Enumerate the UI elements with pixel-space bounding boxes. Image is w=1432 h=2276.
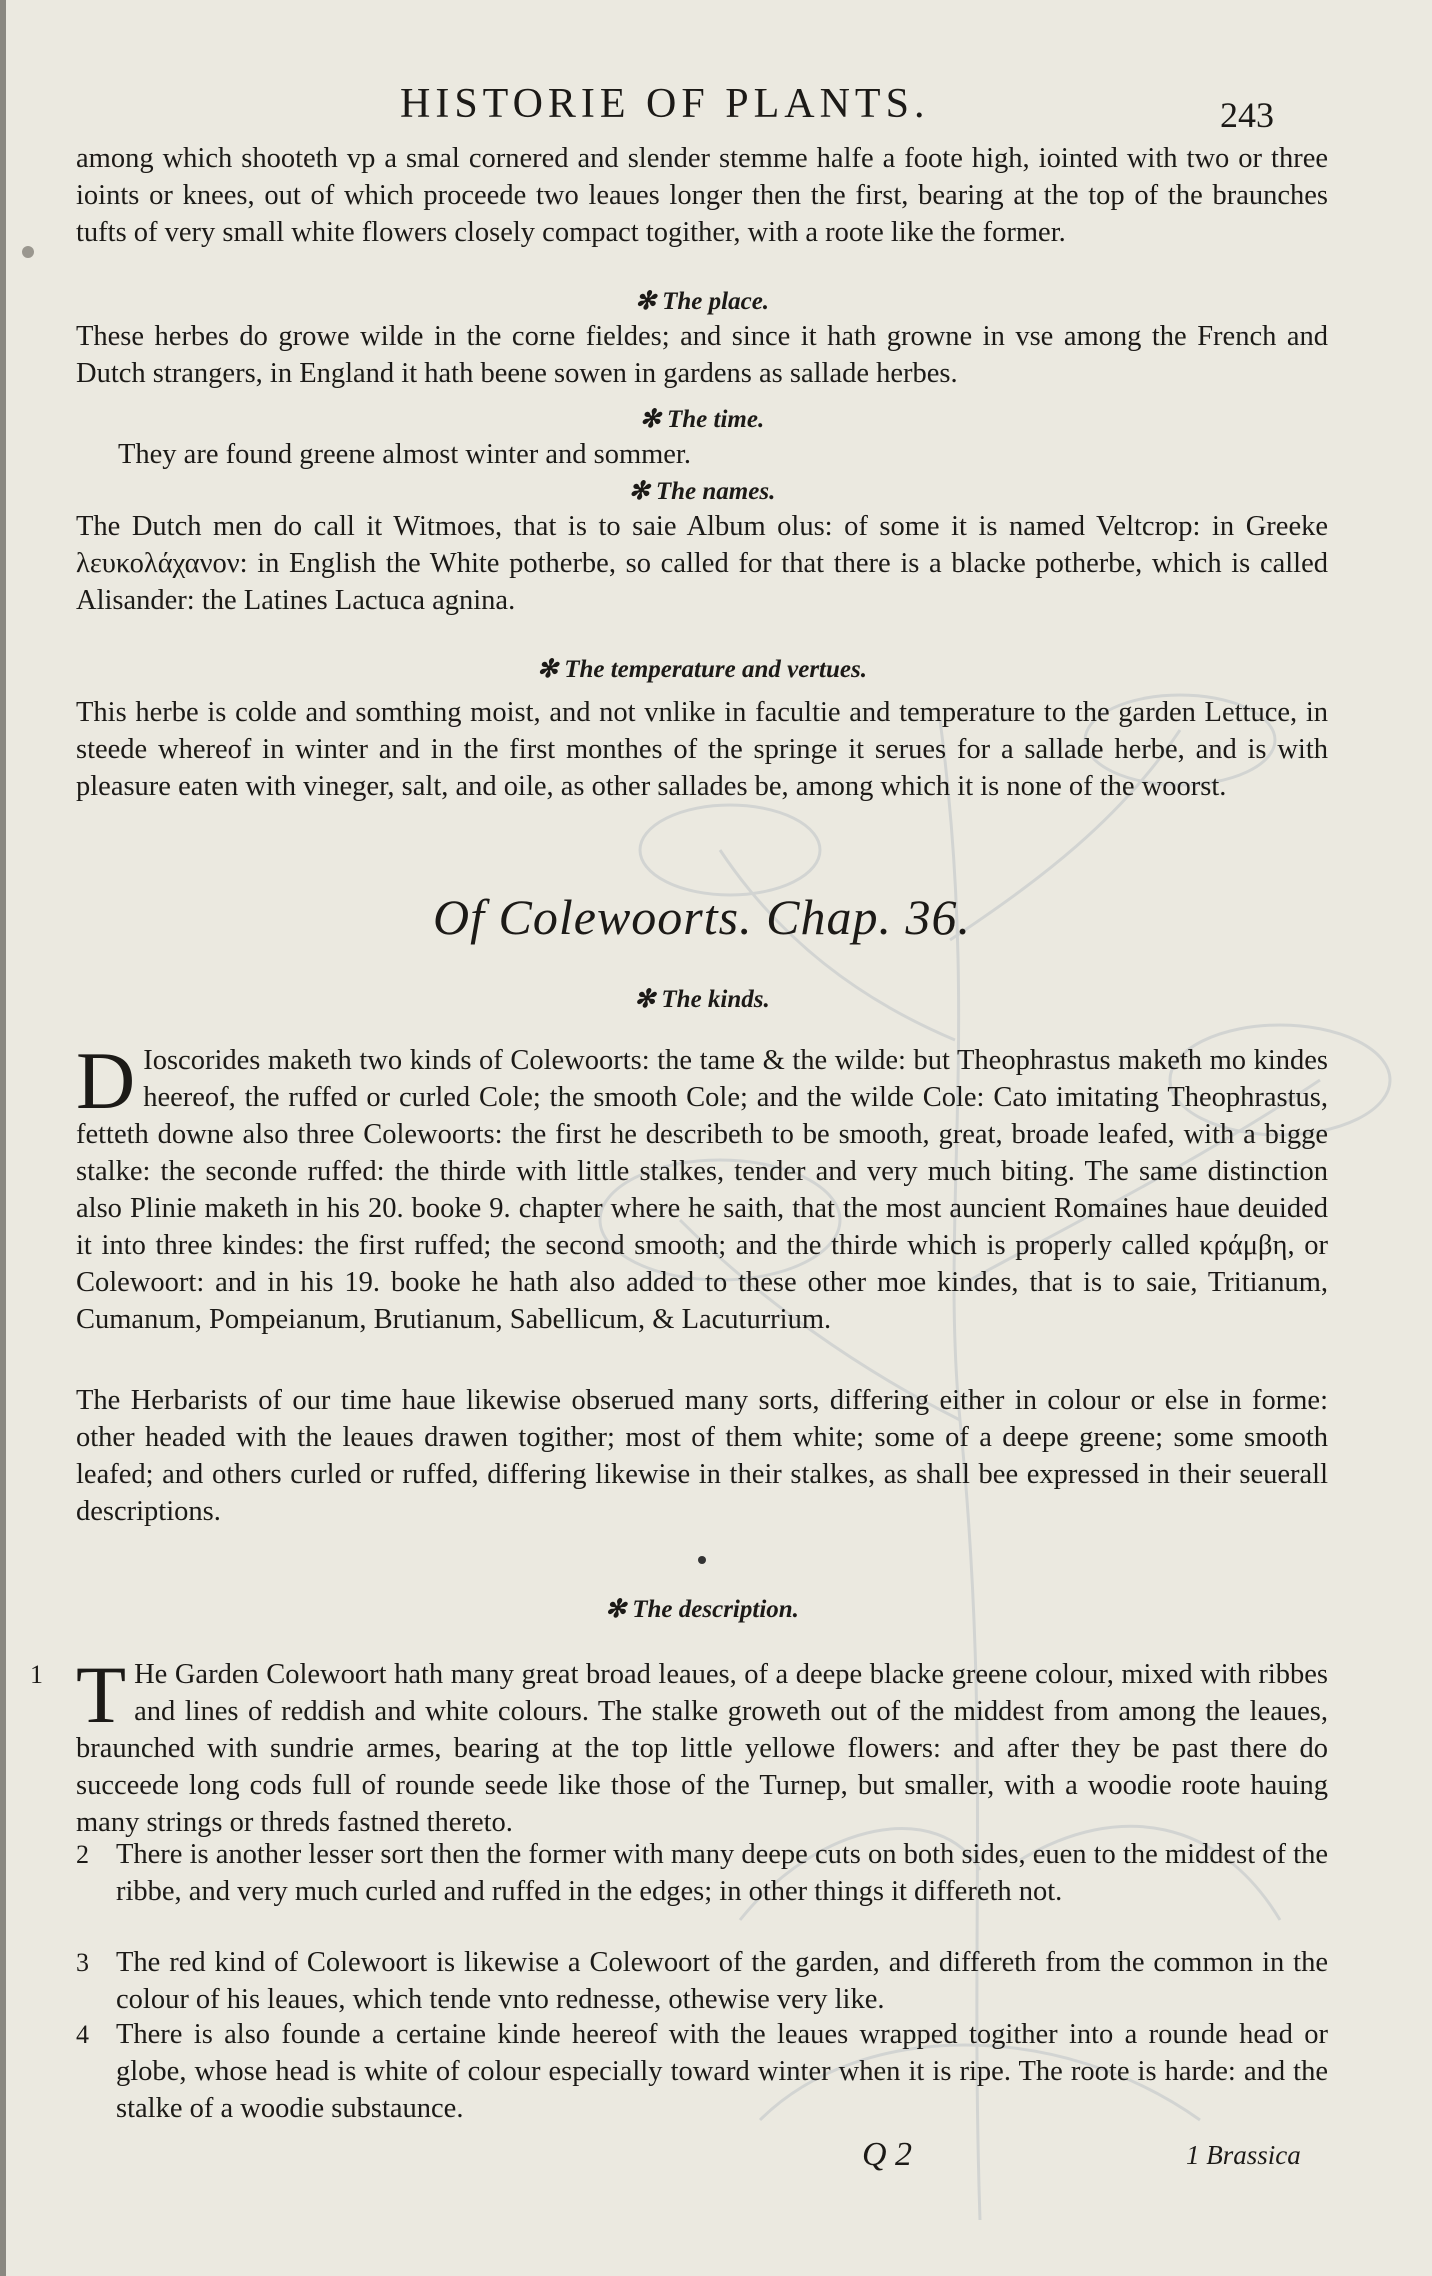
printer-mark [698,1556,706,1564]
temperature-paragraph: This herbe is colde and somthing moist, and not vnlike in facultie and temperature to the garden Lettuce, in steede whereof in winter and in the first monthes of the springe it serues for a sallade herbe, and is with pleasure eaten with vineger, salt, and oile, as other sallades be, among which it is none of the woorst. [76,697,1328,802]
temperature-heading: ✻ The temperature and vertues. [537,656,867,683]
catchword: 1 Brassica [1186,2140,1301,2170]
signature-mark: Q 2 [862,2136,913,2173]
desc-number-1: 1 [30,1660,43,1689]
kinds-paragraph [76,1035,1328,1338]
description-2: There is another lesser sort then the former with many deepe cuts on both sides, euen to the middest of the ribbe, and very much curled and ruffed in the edges; in other things it differeth not. [116,1839,1328,1907]
chapter-title: Of Colewoorts. Chap. 36. [433,889,971,945]
place-heading: ✻ The place. [634,288,770,315]
kinds-text: Ioscorides maketh two kinds of Colewoorts: the tame & the wilde: but Theophrastus maketh mo kindes heereof, the ruffed or curled Cole; the smooth Cole; and the wilde Cole: Cato imitating Theophrastus, fetteth downe also three Colewoorts: the first he describeth to be smooth, great, broade leafed, with a bigge stalke: the seconde ruffed: the thirde with little stalkes, tender and very much biting. The same distinction also Plinie maketh in his 20. booke 9. chapter where he saith, that the most auncient Romaines haue deuided it into three kindes: the first ruffed; the second smooth; and the thirde which is properly called κράμβη, or Colewoort: and in his 19. booke he hath also added to these other moe kindes, that is to saie, Tritianum, Cumanum, Pompeianum, Brutianum, Sabellicum, & Lacuturrium. [76,1045,1328,1335]
names-heading: ✻ The names. [628,478,776,505]
drop-cap-t: T [76,1649,127,1740]
description-1-text: He Garden Colewoort hath many great broad leaues, of a deepe blacke greene colour, mixed with ribbes and lines of reddish and white colours. The stalke groweth out of the middest from among the leaues, braunched with sundrie armes, bearing at the top little yellowe flowers: and after they be past there do succeede long cods full of rounde seede like those of the Turnep, but smaller, with a woodie roote hauing many strings or threds fastned thereto. [76,1659,1328,1838]
description-4: There is also founde a certaine kinde heereof with the leaues wrapped togither into a rounde head or globe, whose head is white of colour especially toward winter when it is ripe. The roote is harde: and the stalke of a woodie substaunce. [116,2019,1328,2124]
desc-number-4: 4 [76,2020,89,2049]
desc-number-3: 3 [76,1948,89,1977]
time-heading: ✻ The time. [639,406,765,433]
place-paragraph: These herbes do growe wilde in the corne fieldes; and since it hath growne in vse among the French and Dutch strangers, in England it hath beene sowen in gardens as sallade herbes. [76,321,1328,389]
time-paragraph: They are found greene almost winter and sommer. [118,439,691,470]
description-3: The red kind of Colewoort is likewise a Colewoort of the garden, and differeth from the common in the colour of his leaues, which tende vnto rednesse, othewise very like. [116,1947,1328,2015]
description-heading: ✻ The description. [605,1596,799,1623]
drop-cap-d: D [76,1035,136,1126]
intro-paragraph: among which shooteth vp a smal cornered and slender stemme halfe a foote high, iointed with two or three ioints or knees, out of which proceede two leaues longer then the first, bearing at the top of the braunches tufts of very small white flowers closely compact togither, with a roote like the former. [76,143,1328,248]
paper-blemish [22,246,34,258]
binding-edge [0,0,6,2276]
kinds-heading: ✻ The kinds. [634,986,770,1013]
running-head: HISTORIE OF PLANTS. [400,81,930,127]
herbarists-paragraph: The Herbarists of our time haue likewise obserued many sorts, differing either in colour or else in forme: other headed with the leaues drawen togither; most of them white; some of a deepe greene; some smooth leafed; and others curled or ruffed, differing likewise in their stalkes, as shall bee expressed in their seuerall descriptions. [76,1385,1328,1527]
desc-number-2: 2 [76,1840,89,1869]
names-paragraph: The Dutch men do call it Witmoes, that is to saie Album olus: of some it is named Veltcrop: in Greeke λευκολάχανον: in English the White potherbe, so called for that there is a blacke potherbe, which is called Alisander: the Latines Lactuca agnina. [76,511,1328,616]
page-number: 243 [1220,95,1274,135]
description-1 [76,1649,1328,1841]
